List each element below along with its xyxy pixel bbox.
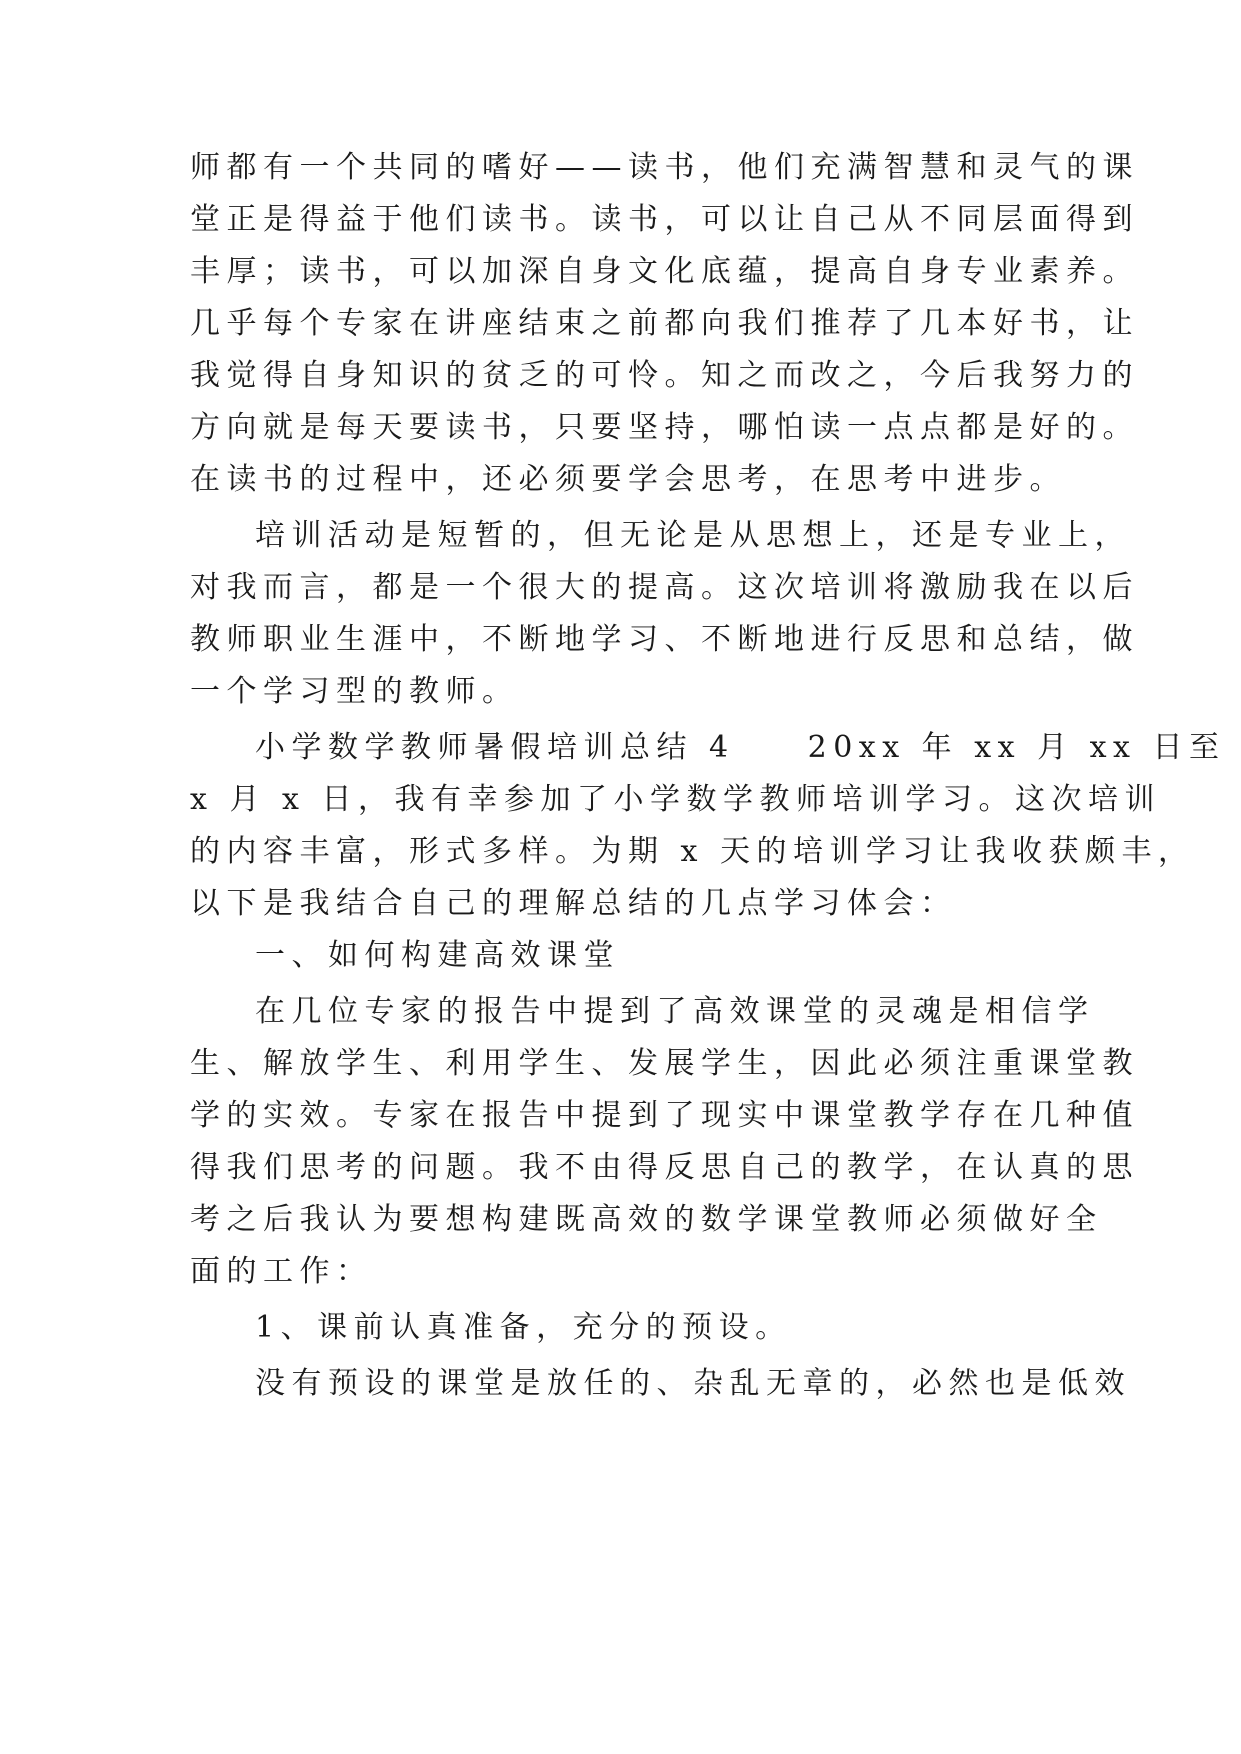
text-line: 堂正是得益于他们读书。读书，可以让自己从不同层面得到 xyxy=(190,202,1139,237)
paragraph-start-line: 没有预设的课堂是放任的、杂乱无章的，必然也是低效 xyxy=(255,1366,1131,1401)
subheading-line: 一、如何构建高效课堂 xyxy=(255,938,620,973)
text-line: 我觉得自身知识的贫乏的可怜。知之而改之，今后我努力的 xyxy=(190,358,1139,393)
text-line: 面的工作： xyxy=(190,1254,373,1289)
text-line: 方向就是每天要读书，只要坚持，哪怕读一点点都是好的。 xyxy=(190,410,1139,445)
text-line: 几乎每个专家在讲座结束之前都向我们推荐了几本好书，让 xyxy=(190,306,1139,341)
paragraph-start-line: 培训活动是短暂的，但无论是从思想上，还是专业上， xyxy=(255,518,1131,553)
text-line: 生、解放学生、利用学生、发展学生，因此必须注重课堂教 xyxy=(190,1046,1139,1081)
text-line: 丰厚；读书，可以加深自身文化底蕴，提高自身专业素养。 xyxy=(190,254,1139,289)
text-line: 学的实效。专家在报告中提到了现实中课堂教学存在几种值 xyxy=(190,1098,1139,1133)
text-line: 在读书的过程中，还必须要学会思考，在思考中进步。 xyxy=(190,462,1066,497)
text-line: 得我们思考的问题。我不由得反思自己的教学，在认真的思 xyxy=(190,1150,1139,1185)
text-line: x 月 x 日，我有幸参加了小学数学教师培训学习。这次培训 xyxy=(190,782,1161,817)
text-line: 师都有一个共同的嗜好——读书，他们充满智慧和灵气的课 xyxy=(190,150,1139,185)
text-line: 一个学习型的教师。 xyxy=(190,674,519,709)
text-line: 以下是我结合自己的理解总结的几点学习体会： xyxy=(190,886,957,921)
text-line: 的内容丰富，形式多样。为期 x 天的培训学习让我收获颇丰， xyxy=(190,834,1195,869)
list-item-line: 1、课前认真准备，充分的预设。 xyxy=(255,1310,792,1345)
paragraph-start-line: 在几位专家的报告中提到了高效课堂的灵魂是相信学 xyxy=(255,994,1095,1029)
text-line: 考之后我认为要想构建既高效的数学课堂教师必须做好全 xyxy=(190,1202,1103,1237)
text-line: 教师职业生涯中，不断地学习、不断地进行反思和总结，做 xyxy=(190,622,1139,657)
section-heading-line: 小学数学教师暑假培训总结 4 20xx 年 xx 月 xx 日至 xyxy=(255,730,1226,765)
text-line: 对我而言，都是一个很大的提高。这次培训将激励我在以后 xyxy=(190,570,1139,605)
